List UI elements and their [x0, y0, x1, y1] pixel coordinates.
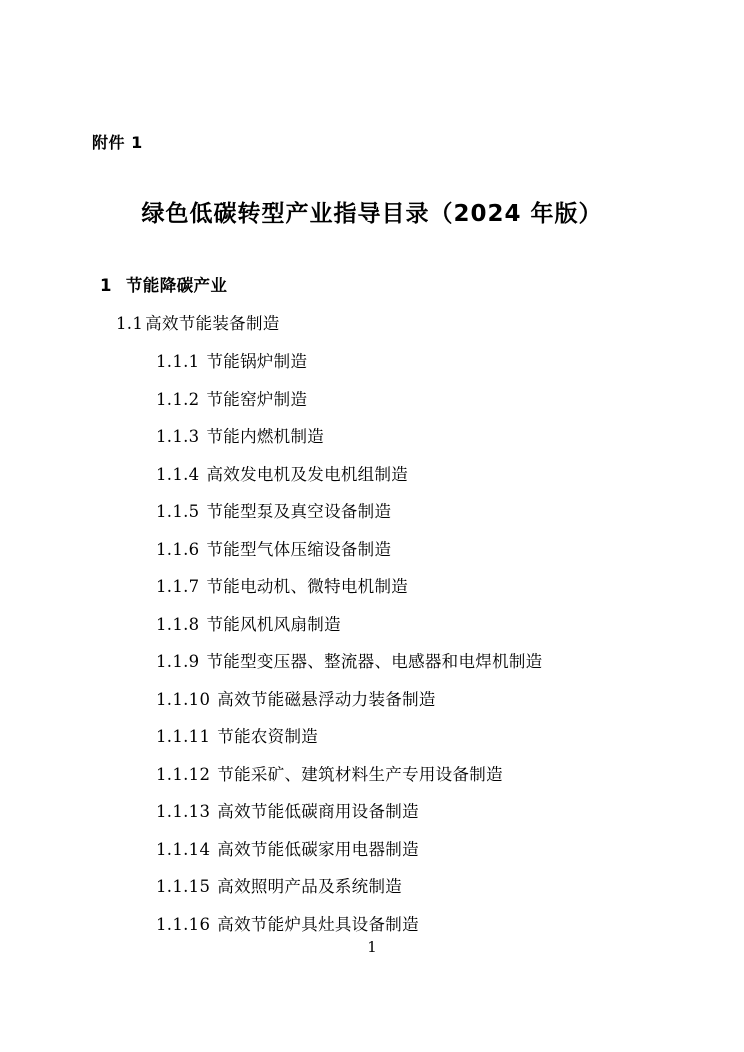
section-number: 1.1.8 [156, 614, 200, 634]
section-text: 节能电动机、微特电机制造 [206, 577, 409, 596]
section-text: 节能农资制造 [217, 727, 319, 746]
catalog-list [92, 272, 662, 948]
section-number: 1.1.3 [156, 427, 200, 446]
section-number: 1.1.2 [156, 389, 200, 409]
section-number: 1.1.1 [156, 352, 200, 371]
section-text: 节能采矿、建筑材料生产专用设备制造 [217, 764, 503, 784]
section-number: 1.1.14 [156, 839, 211, 859]
section-number: 1.1.10 [156, 689, 211, 709]
list-item [156, 461, 662, 485]
section-text: 高效节能低碳商用设备制造 [217, 802, 419, 821]
section-text: 节能型气体压缩设备制造 [206, 539, 392, 559]
list-item [156, 573, 662, 597]
section-text: 高效发电机及发电机组制造 [206, 464, 409, 484]
list-item [156, 836, 662, 860]
section-number: 1 [100, 276, 112, 295]
section-text: 节能降碳产业 [125, 276, 228, 295]
list-item [156, 873, 662, 897]
list-item [156, 798, 662, 822]
attachment-label: 附件 1 [92, 133, 143, 152]
section-number: 1.1.16 [156, 914, 211, 934]
section-text: 节能型泵及真空设备制造 [206, 502, 392, 521]
list-item [156, 498, 662, 522]
list-item [156, 911, 662, 935]
list-item [156, 648, 662, 672]
section-text: 节能窑炉制造 [206, 389, 308, 409]
list-item [156, 386, 662, 410]
list-item [156, 723, 662, 747]
section-number: 1.1.7 [156, 577, 200, 596]
section-text: 高效节能低碳家用电器制造 [217, 839, 419, 859]
section-number: 1.1.15 [156, 877, 211, 896]
list-item [156, 348, 662, 372]
section-text: 节能内燃机制造 [206, 427, 325, 446]
section-number: 1.1.9 [156, 652, 200, 671]
section-text: 节能风机风扇制造 [206, 614, 341, 634]
section-number: 1.1.4 [156, 464, 200, 484]
section-text: 高效节能炉具灶具设备制造 [217, 914, 419, 934]
section-text: 高效照明产品及系统制造 [217, 877, 403, 896]
list-item [156, 686, 662, 710]
list-item [156, 611, 662, 635]
list-item [156, 536, 662, 560]
section-text: 高效节能磁悬浮动力装备制造 [217, 689, 436, 709]
section-heading-level2 [116, 310, 662, 334]
section-number: 1.1.11 [156, 727, 211, 746]
section-text: 节能锅炉制造 [206, 352, 308, 371]
section-number: 1.1.6 [156, 539, 200, 559]
section-number: 1.1.5 [156, 502, 200, 521]
section-text: 高效节能装备制造 [145, 314, 280, 333]
section-text: 节能型变压器、整流器、电感器和电焊机制造 [206, 652, 543, 671]
list-item [156, 423, 662, 447]
section-number: 1.1.12 [156, 764, 211, 784]
section-heading-level1 [100, 272, 662, 296]
page-number: 1 [367, 938, 377, 956]
section-number: 1.1.13 [156, 802, 211, 821]
list-item [156, 761, 662, 785]
page-title: 绿色低碳转型产业指导目录（2024 年版） [141, 201, 603, 227]
section-number: 1.1 [116, 314, 144, 333]
